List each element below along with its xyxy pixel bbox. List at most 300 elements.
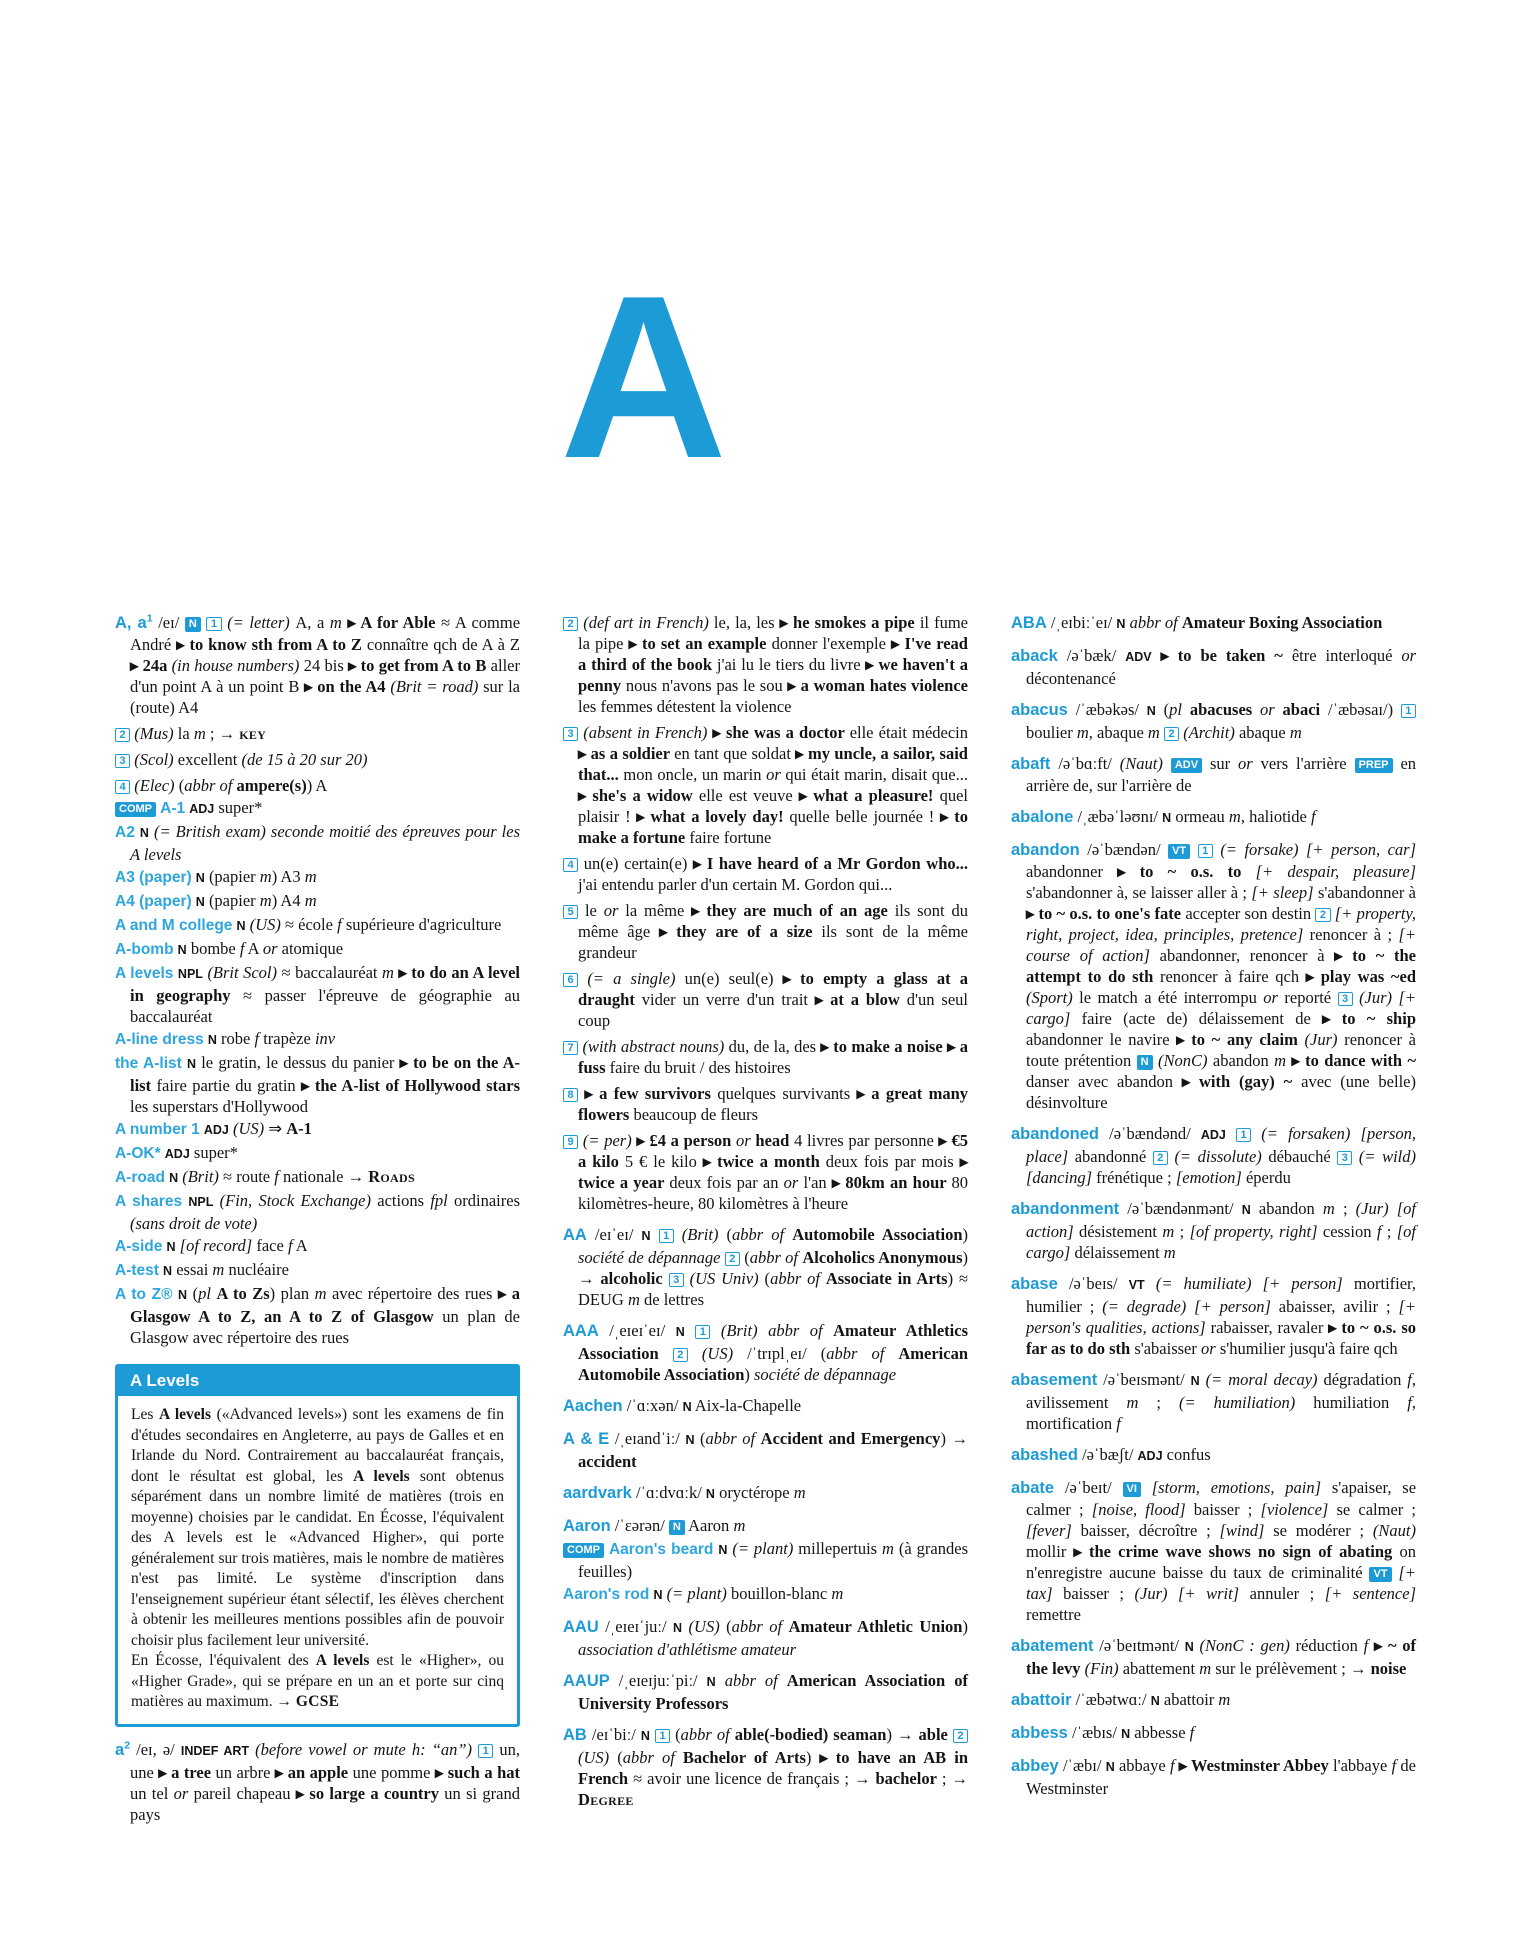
usage-note-box: [115, 1364, 520, 1727]
translation-text: le, la, les: [708, 613, 780, 632]
grammar-note-italic: [+ person's qualities, actions]: [1026, 1297, 1416, 1337]
grammar-note-italic: (Mus): [134, 724, 178, 743]
compound-headword: A to Z®: [115, 1286, 173, 1303]
translation-text: supérieure d'agriculture: [341, 915, 502, 934]
dictionary-entry: [1011, 1444, 1416, 1467]
translation-text: [610, 1671, 619, 1690]
grammar-note-italic: association d'athlétisme amateur: [578, 1640, 797, 1659]
grammar-note-italic: f: [337, 915, 342, 934]
headword: Aaron: [563, 1517, 611, 1535]
grammar-note-italic: (= letter): [227, 613, 296, 632]
translation-text: [1226, 1124, 1236, 1143]
compound-line: [115, 1028, 520, 1051]
grammar-note-italic: (= plant): [732, 1539, 794, 1558]
example-bold: ▸ a few survivors: [584, 1084, 718, 1103]
translation-text: [710, 1321, 721, 1340]
translation-text: [733, 1344, 747, 1363]
phonetic-transcription: /eɪ, ə/: [136, 1739, 181, 1759]
translation-text: la: [177, 724, 194, 743]
columns-container: [115, 612, 1416, 1825]
example-bold: A-1: [286, 1119, 312, 1138]
example-bold: ▸ a woman hates violence: [787, 676, 968, 695]
pos-label: N: [675, 1325, 685, 1339]
grammar-note-italic: [+ course of action]: [1026, 925, 1416, 965]
pos-label: N: [1105, 1760, 1115, 1774]
translation-text: un plan de Glasgow avec répertoire des rues: [130, 1307, 520, 1347]
pos-label: N: [1121, 1727, 1131, 1741]
grammar-note-italic: f: [1391, 1756, 1397, 1775]
pos-chip: ADV: [1171, 758, 1202, 773]
example-bold: A to Zs: [216, 1284, 270, 1303]
translation-text: (: [178, 776, 185, 795]
headword: AAUP: [563, 1672, 610, 1690]
dictionary-entry: [1011, 1477, 1416, 1625]
translation-text: (: [187, 1284, 199, 1303]
pos-label: N: [187, 1057, 197, 1071]
translation-text: le match a été interrompu: [1072, 988, 1264, 1007]
grammar-note-italic: f: [1363, 1636, 1369, 1655]
sense-paragraph: [115, 723, 520, 744]
column-3: [1011, 612, 1416, 1825]
headword: AAU: [563, 1618, 599, 1636]
usage-note-title: A Levels: [118, 1367, 517, 1396]
compound-line: [115, 1166, 520, 1189]
translation-text: ; →: [936, 1769, 968, 1788]
grammar-note-italic: (US): [249, 915, 281, 934]
pos-label: INDEF ART: [180, 1743, 250, 1758]
phonetic-transcription: /eɪˈeɪ/: [594, 1225, 642, 1244]
example-bold: abaci: [1282, 700, 1321, 719]
translation-text: [1190, 840, 1198, 859]
grammar-note-italic: (NonC): [1158, 1051, 1208, 1070]
phonetic-transcription: /ˈɑːxən/: [626, 1396, 683, 1415]
grammar-note-italic: (= forsaken) [person, place]: [1026, 1124, 1416, 1166]
example-bold: alcoholic: [600, 1269, 663, 1288]
example-bold: ▸ as a soldier: [578, 744, 675, 763]
sense-number: 3: [563, 727, 578, 741]
example-bold: ▸ to ~ ship: [1322, 1009, 1416, 1028]
headword: abatement: [1011, 1637, 1094, 1655]
grammar-note-italic: [of property, right]: [1189, 1222, 1318, 1241]
headword: A, a: [115, 614, 147, 632]
compound-headword: A number 1: [115, 1121, 200, 1138]
grammar-note-italic: (Brit Scol): [207, 963, 278, 982]
translation-text: ): [1387, 700, 1401, 719]
dictionary-entry: [563, 1616, 968, 1660]
pos-chip: N: [1137, 1055, 1153, 1070]
phonetic-transcription: /əˈbæʃt/: [1082, 1445, 1138, 1464]
translation-text: se modérer ;: [1264, 1521, 1373, 1540]
grammar-note-italic: f: [1116, 1414, 1121, 1433]
compound-line: [115, 938, 520, 961]
translation-text: ≈ avoir une licence de français ; →: [633, 1769, 876, 1788]
translation-text: elle est veuve: [698, 786, 799, 805]
example-bold: ▸ to set an example: [628, 634, 772, 653]
phonetic-transcription: /ˌeɪbiːˈeɪ/: [1050, 613, 1117, 632]
example-bold: Associate in Arts: [825, 1269, 948, 1288]
headword-superscript: 1: [146, 612, 153, 625]
compound-headword: A-bomb: [115, 941, 174, 958]
pos-label: N: [163, 1264, 173, 1278]
translation-text: abandon: [1207, 1051, 1275, 1070]
compound-line: [563, 1538, 968, 1582]
translation-text: A: [244, 939, 263, 958]
translation-text: ): [962, 1225, 969, 1244]
sense-number: 2: [563, 617, 578, 631]
dictionary-entry: [1011, 645, 1416, 689]
sense-paragraph: [563, 968, 968, 1031]
translation-text: un arbre: [215, 1762, 275, 1782]
grammar-note-italic: (Archit): [1183, 723, 1235, 742]
translation-text: il fume la pipe: [578, 613, 968, 653]
sense-paragraph: [563, 612, 968, 717]
grammar-note-italic: m: [193, 724, 206, 743]
grammar-note-italic: (Fin): [1084, 1659, 1119, 1678]
grammar-note-italic: société de dépannage: [754, 1365, 897, 1384]
example-bold: ▸ I have heard of a Mr Gordon who...: [692, 854, 968, 873]
grammar-note-italic: m: [1163, 1243, 1176, 1262]
headword: abalone: [1011, 808, 1074, 826]
example-bold: Amateur Athletic Union: [788, 1617, 963, 1636]
phonetic-transcription: /əˈbeɪt/: [1064, 1478, 1123, 1497]
example-bold: A levels: [353, 1467, 410, 1485]
phonetic-transcription: /ˈæbɪs/: [1072, 1723, 1122, 1742]
compound-line: [115, 1235, 520, 1258]
grammar-note-italic: [+ despair, pleasure]: [1255, 862, 1417, 881]
compound-headword: A-line dress: [115, 1031, 204, 1048]
grammar-note-italic: (Naut): [1372, 1521, 1416, 1540]
headword-superscript: 2: [124, 1739, 131, 1751]
compound-line: [115, 866, 520, 889]
grammar-note-italic: abbr of: [724, 1671, 787, 1690]
compound-line: [115, 797, 520, 820]
grammar-note-italic: (Jur): [1304, 1030, 1338, 1049]
phonetic-transcription: /əˈbændənmənt/: [1127, 1199, 1242, 1218]
translation-text: du, de la, des: [724, 1037, 821, 1056]
translation-text: sur le prélèvement ; →: [1211, 1659, 1371, 1678]
usage-note-paragraph: [131, 1405, 504, 1651]
translation-text: le: [578, 901, 604, 920]
pos-label: N: [673, 1621, 683, 1635]
grammar-note-italic: (US): [688, 1617, 720, 1636]
dictionary-entry: [1011, 1755, 1416, 1799]
column-2: [563, 612, 968, 1825]
translation-text: [1320, 700, 1328, 719]
translation-text: ): [744, 1365, 755, 1384]
example-bold: Amateur Boxing Association: [1181, 613, 1383, 632]
cross-reference: Roads: [368, 1167, 415, 1186]
translation-text: A, a: [295, 613, 330, 632]
compound-headword: A-test: [115, 1262, 159, 1279]
grammar-note-italic: or: [1401, 646, 1417, 665]
translation-text: ) →: [886, 1725, 919, 1744]
grammar-note-italic: (Jur) [of action]: [1026, 1199, 1417, 1241]
translation-text: [659, 1344, 673, 1363]
grammar-note-italic: m: [1126, 1393, 1139, 1412]
translation-text: (papier: [204, 891, 260, 910]
translation-text: , mortification: [1026, 1393, 1416, 1433]
sense-number: 1: [206, 617, 221, 631]
example-bold: bachelor: [875, 1769, 937, 1788]
grammar-note-italic: or: [1238, 754, 1253, 773]
translation-text: 5 € le kilo: [624, 1152, 703, 1171]
translation-text: nationale →: [278, 1167, 369, 1186]
grammar-note-italic: (US): [232, 1119, 265, 1138]
translation-text: abattement: [1118, 1659, 1200, 1678]
translation-text: ormeau: [1171, 807, 1229, 826]
translation-text: confus: [1162, 1445, 1211, 1464]
pos-label: N: [177, 943, 187, 957]
phonetic-transcription: /ˈtrɪplˌeɪ/: [747, 1344, 821, 1363]
example-bold: A levels: [315, 1652, 370, 1669]
grammar-note-italic: m: [259, 891, 272, 910]
sense-number: 1: [1198, 844, 1213, 858]
cross-reference: Degree: [578, 1790, 634, 1809]
grammar-note-italic: [+ property, right, project, idea, principles, pretence]: [1026, 904, 1417, 944]
translation-text: ) A4: [271, 891, 305, 910]
grammar-note-italic: (US): [701, 1344, 734, 1363]
grammar-note-italic: (= wild) [dancing]: [1026, 1147, 1417, 1187]
translation-text: robe: [216, 1029, 255, 1048]
grammar-note-italic: (= plant): [666, 1584, 727, 1603]
pos-label: ADJ: [1137, 1449, 1163, 1463]
translation-text: super*: [189, 1143, 238, 1162]
grammar-note-italic: m: [1162, 1222, 1175, 1241]
translation-text: renoncer à faire qch: [1159, 967, 1306, 986]
translation-text: ≈ école: [280, 915, 338, 934]
example-bold: ▸ to make a fortune: [578, 807, 968, 847]
grammar-note-italic: (Sport): [1026, 988, 1073, 1007]
translation-text: millepertuis: [793, 1539, 883, 1558]
translation-text: ;: [1381, 1222, 1397, 1241]
example-bold: ▸ on the A4: [304, 677, 391, 696]
phonetic-transcription: /əˈbeɪs/: [1068, 1274, 1129, 1293]
translation-text: («Advanced levels») sont les examens de fin d'études secondaires en Angleterre, au pays de Galles et en Irlande du Nord. Contrairement au baccalauréat français, dont le résultat est global, les: [131, 1406, 504, 1485]
example-bold: ▸ to empty a glass at a draught: [578, 969, 968, 1009]
dictionary-entry: [563, 1515, 968, 1537]
grammar-note-italic: f: [239, 939, 245, 958]
grammar-note-italic: m: [329, 613, 348, 632]
example-bold: ▸ what a lovely day!: [636, 807, 790, 826]
grammar-note-italic: (sans droit de vote): [130, 1214, 258, 1233]
grammar-note-italic: abbr of: [622, 1748, 683, 1767]
grammar-note-italic: (= a single): [587, 969, 676, 988]
compound-line: [115, 821, 520, 865]
example-bold: ▸ to be on the A-list: [130, 1053, 521, 1095]
example-bold: ▸ a Glasgow A to Z, an A to Z of Glasgow: [130, 1284, 520, 1326]
translation-text: [1275, 700, 1283, 719]
translation-text: être interloqué: [1291, 646, 1402, 665]
pos-label: N: [641, 1229, 651, 1243]
compound-line: [115, 914, 520, 937]
pos-label: N: [166, 1240, 176, 1254]
sense-number: 7: [563, 1041, 578, 1055]
grammar-note-italic: (with abstract nouns): [582, 1037, 725, 1056]
grammar-note-italic: [of cargo]: [1026, 1222, 1416, 1262]
example-bold: ▸ to make a noise ▸ a fuss: [578, 1037, 968, 1077]
pos-label: ADV: [1125, 650, 1152, 664]
translation-text: , abaque: [1088, 723, 1148, 742]
sense-paragraph: [563, 722, 968, 848]
dictionary-entry: [563, 1670, 968, 1714]
translation-text: abattoir: [1159, 1690, 1219, 1709]
grammar-note-italic: (Brit): [681, 1225, 719, 1244]
translation-text: [1058, 646, 1067, 665]
dictionary-entry: [1011, 699, 1416, 743]
translation-text: [688, 1344, 702, 1363]
dictionary-entry: [115, 612, 520, 718]
translation-text: [1054, 1478, 1065, 1497]
grammar-note-italic: fpl: [430, 1191, 448, 1210]
phonetic-transcription: /əˈbændən/: [1087, 840, 1169, 859]
translation-text: annuler ;: [1239, 1584, 1325, 1603]
phonetic-transcription: /ˈæbəsaɪ/: [1327, 700, 1388, 719]
example-bold: noise: [1370, 1659, 1407, 1678]
compound-line: [115, 1190, 520, 1234]
translation-text: renoncer à ;: [1303, 925, 1399, 944]
example-bold: ▸ to ~ the attempt to do sth: [1026, 946, 1416, 986]
grammar-note-italic: [storm, emotions, pain]: [1151, 1478, 1322, 1497]
translation-text: faire fortune: [689, 828, 772, 847]
translation-text: [685, 1321, 696, 1340]
translation-text: ) A: [306, 776, 328, 795]
example-bold: American Association of University Professors: [578, 1671, 968, 1713]
headword: abbess: [1011, 1724, 1068, 1742]
translation-text: rabaisser, ravaler: [1205, 1318, 1329, 1337]
translation-text: , avilissement: [1026, 1370, 1416, 1412]
translation-text: (papier: [204, 867, 260, 886]
example-bold: ▸ to ~ o.s. to: [1117, 862, 1256, 881]
phonetic-transcription: /əˈbæk/: [1066, 646, 1126, 665]
dictionary-entry: [1011, 1273, 1416, 1359]
translation-text: un tel: [130, 1783, 174, 1803]
translation-text: 4 livres par personne: [794, 1131, 939, 1150]
translation-text: deux fois par an: [669, 1173, 784, 1192]
translation-text: j'ai lu le tiers du livre: [716, 655, 866, 674]
pos-chip: PREP: [1355, 758, 1393, 773]
example-bold: ▸ they are much of an age: [691, 901, 895, 920]
grammar-note-italic: abbr of: [184, 776, 237, 795]
sense-paragraph: [563, 1083, 968, 1125]
grammar-note-italic: [noise, flood]: [1091, 1500, 1186, 1519]
pos-label: N: [1162, 811, 1172, 825]
example-bold: ▸ so large a country: [295, 1783, 445, 1803]
example-bold: ▸ he smokes a pipe: [779, 613, 920, 632]
grammar-note-italic: m: [314, 1284, 327, 1303]
example-bold: Amateur Athletics Association: [578, 1321, 969, 1363]
translation-text: la même: [618, 901, 692, 920]
translation-text: les superstars d'Hollywood: [130, 1097, 309, 1116]
translation-text: décontenancé: [1026, 669, 1116, 688]
compound-headword: Aaron's rod: [563, 1586, 650, 1603]
pos-label: N: [705, 1487, 715, 1501]
grammar-note-italic: abbr of: [732, 1225, 793, 1244]
pos-chip: VT: [1168, 844, 1190, 859]
translation-text: de Westminster: [1026, 1756, 1416, 1798]
translation-text: remettre: [1026, 1605, 1081, 1624]
sense-number: 2: [1153, 1151, 1168, 1165]
grammar-note-italic: m: [1076, 723, 1089, 742]
example-bold: Alcoholics Anonymous: [802, 1248, 963, 1267]
grammar-note-italic: m: [304, 891, 317, 910]
example-bold: Accident and Emergency: [760, 1429, 941, 1448]
translation-text: abbesse: [1130, 1723, 1190, 1742]
pos-label: N: [195, 895, 205, 909]
grammar-note-italic: f: [254, 1029, 260, 1048]
pos-label: N: [169, 1171, 179, 1185]
pos-label: N: [1116, 617, 1126, 631]
grammar-note-italic: (= per): [582, 1131, 632, 1150]
compound-headword: A4 (paper): [115, 893, 192, 910]
translation-text: vers l'arrière: [1252, 754, 1355, 773]
translation-text: ): [962, 1617, 968, 1636]
dictionary-entry: [563, 1724, 968, 1810]
translation-text: ils sont de la même grandeur: [578, 922, 968, 962]
grammar-note-italic: abbr of: [680, 1725, 735, 1744]
grammar-note-italic: or: [262, 939, 278, 958]
example-bold: ▸ a tree: [158, 1762, 216, 1782]
grammar-note-italic: [+ sleep]: [1251, 883, 1314, 902]
phonetic-transcription: /ˈæbɪ/: [1062, 1756, 1106, 1775]
grammar-note-italic: société de dépannage: [578, 1248, 721, 1267]
compound-headword: A3 (paper): [115, 869, 192, 886]
pos-label: ADJ: [164, 1147, 190, 1161]
grammar-note-italic: abbr of: [731, 1617, 789, 1636]
translation-text: (: [719, 1617, 732, 1636]
example-bold: ▸ she's a widow: [578, 786, 699, 805]
translation-text: avec répertoire des rues: [326, 1284, 498, 1303]
translation-text: l'abbaye: [1333, 1756, 1392, 1775]
example-bold: ▸ such a hat: [434, 1762, 520, 1782]
compound-line: [115, 1283, 520, 1348]
pos-label: N: [685, 1433, 695, 1447]
grammar-note-italic: (NonC : gen): [1199, 1636, 1290, 1655]
example-bold: ▸ to dance with ~: [1291, 1051, 1417, 1070]
dictionary-entry: [1011, 1198, 1416, 1263]
grammar-note-italic: pl: [198, 1284, 217, 1303]
pos-label: N: [682, 1400, 692, 1414]
sense-paragraph: [115, 749, 520, 770]
example-bold: able(-bodied) seaman: [734, 1725, 887, 1744]
translation-text: [1251, 1124, 1261, 1143]
translation-text: abaque: [1234, 723, 1290, 742]
headword: A & E: [563, 1430, 610, 1448]
translation-text: [1141, 1478, 1152, 1497]
grammar-note-italic: (before vowel or mute h: “an”): [255, 1739, 473, 1759]
phonetic-transcription: /əˈbændənd/: [1109, 1124, 1201, 1143]
headword: Aachen: [563, 1397, 623, 1415]
example-bold: ▸ she was a doctor: [712, 723, 850, 742]
grammar-note-italic: m: [1218, 1690, 1231, 1709]
grammar-note-italic: f: [1407, 1393, 1412, 1412]
translation-text: ≈ passer l'épreuve de géographie au baccalauréat: [130, 986, 521, 1026]
dictionary-entry: [1011, 1722, 1416, 1745]
translation-text: boulier: [1026, 723, 1077, 742]
grammar-note-italic: m: [1199, 1659, 1212, 1678]
translation-text: débauché: [1261, 1147, 1338, 1166]
phonetic-transcription: /ˌæbəˈləʊnɪ/: [1077, 807, 1163, 826]
grammar-note-italic: (= humiliation): [1178, 1393, 1296, 1412]
sense-number: 3: [1338, 992, 1353, 1006]
translation-text: ): [805, 1748, 820, 1767]
translation-text: avec (une belle) désinvolture: [1026, 1072, 1416, 1112]
translation-text: (: [718, 1225, 733, 1244]
usage-note-body: [118, 1396, 517, 1724]
compound-line: [115, 1142, 520, 1165]
sense-number: 2: [673, 1348, 688, 1362]
translation-text: mortifier, humilier ;: [1026, 1274, 1417, 1316]
grammar-note-italic: m: [382, 963, 394, 982]
